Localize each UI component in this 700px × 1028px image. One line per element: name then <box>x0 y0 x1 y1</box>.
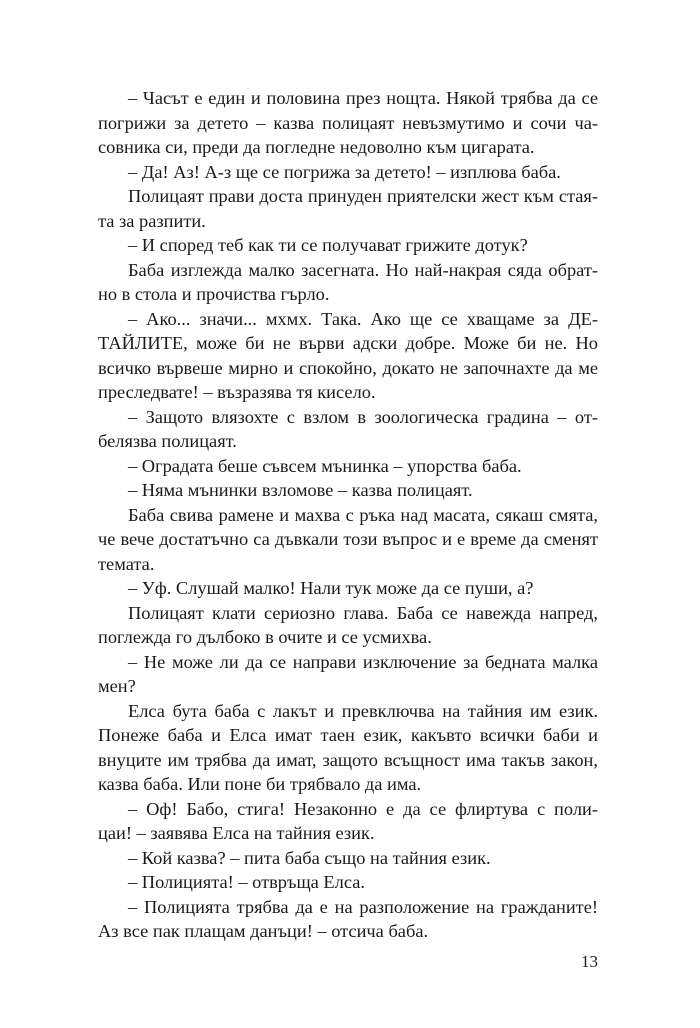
text-line: темата. <box>98 553 155 574</box>
text-line: – Няма мънинки взломове – казва полицаят. <box>128 480 473 500</box>
text-line: Полицаят клати сериозно глава. Баба се навежда напред, <box>128 602 598 623</box>
text-line: Баба свива рамене и махва с ръка над масата, сякаш смята, <box>128 504 598 525</box>
text-line: – Полицията! – отвръща Елса. <box>128 872 365 892</box>
text-line: цаи! – заявява Елса на тайния език. <box>98 823 375 843</box>
text-line: поглежда го дълбоко в очите и се усмихва. <box>98 627 432 647</box>
text-line: – Оградата беше съвсем мънинка – упорства баба. <box>128 455 522 476</box>
text-line: Аз все пак плащам данъци! – отсича баба. <box>98 921 429 941</box>
text-line: – Кой казва? – пита баба също на тайния език. <box>128 847 491 868</box>
text-line: та за разпити. <box>98 210 206 231</box>
text-line: преследвате! – възразява тя кисело. <box>98 382 376 402</box>
text-line: – Полицията трябва да е на разположение на гражданите! <box>128 896 598 917</box>
text-line: всичко вървеше мирно и спокойно, докато не започнахте да ме <box>98 357 598 378</box>
page-body-text <box>98 86 598 944</box>
text-line: Понеже баба и Елса имат таен език, какъвто всички баби и <box>98 725 598 745</box>
text-line: че вече достатъчно са дъвкали този въпрос и е време да сменят <box>98 529 598 549</box>
text-line: – Уф. Слушай малко! Нали тук може да се пуши, а? <box>128 578 534 598</box>
text-line: Елса бута баба с лакът и превключва на тайния им език. <box>128 700 598 721</box>
text-line: совника си, преди да погледне недоволно към цигарата. <box>98 137 535 157</box>
text-line: ТАЙЛИТЕ, може би не върви адски добре. Може би не. Но <box>98 333 598 353</box>
text-line: – Да! Аз! А-з ще се погрижа за детето! – изплюва баба. <box>128 161 561 182</box>
text-line: – Защото влязохте с взлом в зоологическа градина – от- <box>128 406 598 427</box>
text-line: – И според теб как ти се получават грижите дотук? <box>128 235 528 255</box>
text-line: казва баба. Или поне би трябвало да има. <box>98 774 422 794</box>
text-line: – Часът е един и половина през нощта. Някой трябва да се <box>128 88 598 108</box>
page-number: 13 <box>581 952 598 971</box>
text-line: но в стола и прочиства гърло. <box>98 284 330 304</box>
text-line: погрижи за детето – казва полицаят невъзмутимо и сочи ча- <box>98 112 598 133</box>
text-line: внуците им трябва да имат, защото всъщност има такъв закон, <box>98 749 598 770</box>
text-line: – Ако... значи... мхмх. Така. Ако ще се хващаме за ДЕ- <box>128 308 598 329</box>
text-line: мен? <box>98 676 136 696</box>
text-line: Полицаят прави доста принуден приятелски жест към стая- <box>128 186 598 206</box>
text-line: белязва полицаят. <box>98 431 237 451</box>
text-line: Баба изглежда малко засегната. Но най-накрая сяда обрат- <box>128 259 598 280</box>
text-line: – Оф! Бабо, стига! Незаконно е да се флиртува с поли- <box>128 798 598 819</box>
text-line: – Не може ли да се направи изключение за бедната малка <box>128 651 598 672</box>
